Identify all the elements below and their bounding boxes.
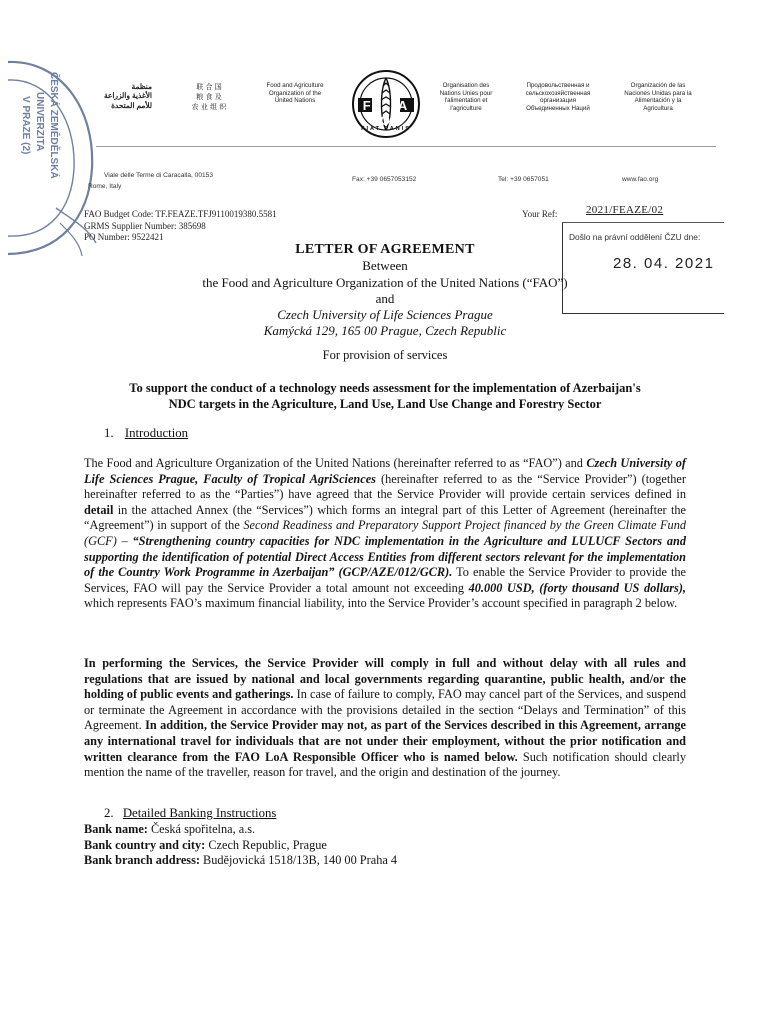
bank-country-value: Czech Republic, Prague: [205, 837, 327, 852]
spanish-line: Alimentación y la: [634, 97, 682, 105]
text-run: in the attached Annex (the “Services”) which forms an integral part of this Letter of Agreement (hereinafter the “Agreement”) in support of the: [84, 502, 686, 533]
budget-code: FAO Budget Code: TF.FEAZE.TFJ9110019380.5581: [84, 209, 277, 219]
arabic-line: للأمم المتحدة: [111, 100, 152, 110]
russian-line: организация: [540, 97, 576, 105]
french-line: Organisation des: [442, 82, 490, 89]
french-line: l'agriculture: [450, 104, 482, 112]
header-arabic: [100, 82, 152, 110]
french-line: Nations Unies pour: [439, 89, 493, 97]
header-russian: [510, 82, 606, 112]
english-line: Food and Agriculture: [266, 82, 324, 89]
russian-line: Объединенных Наций: [526, 104, 590, 112]
contract-amount: 40.000 USD, (forty thousand US dollars),: [468, 580, 686, 595]
arabic-line: منظمة: [131, 82, 152, 91]
stamp-line-3: V PRAZE (2): [20, 96, 31, 155]
intro-paragraph: [84, 456, 686, 612]
grms-supplier-number: GRMS Supplier Number: 385698: [84, 220, 206, 231]
bank-branch-label: Bank branch address:: [84, 853, 200, 868]
title-block: [40, 242, 730, 339]
logo-motto: FIAT PANIS: [361, 126, 411, 132]
subject-line-1: To support the conduct of a technology needs assessment for the implementation of Azerbaijan's: [129, 381, 641, 395]
text-run: (hereinafter referred to as the “Service Provider”) (together hereinafter referred to as the “Parties”) have agreed that the Service Provider will provide certain services defined in: [84, 471, 686, 502]
chinese-line: 粮 食 及: [196, 93, 222, 101]
stamp-line-1: ČESKÁ ZEMĚDĚLSKÁ: [48, 72, 59, 179]
detail-emphasis: detail: [84, 502, 114, 517]
provider-name: Czech University of Life Sciences Prague, Faculty of Tropical AgriSciences: [84, 456, 686, 486]
arabic-line: الأغذية والزراعة: [103, 91, 152, 101]
po-number: PO Number: 9522421: [84, 232, 164, 242]
compliance-emphasis: In performing the Services, the Service Provider will comply in full and without delay with all rules and regulations that are issued by national and local governments regarding quarantine, public health, and/or the holding of public events and gatherings.: [84, 656, 686, 702]
fao-address: [88, 170, 288, 192]
section-number: 2.: [104, 806, 114, 820]
stamp-line-2: UNIVERZITA: [34, 92, 45, 152]
header-spanish: [612, 82, 704, 112]
project-title: “Strengthening country capacities for NDC implementation in the Agriculture and LULUCF Sectors and supporting the identification of potential Direct Access Entities from different sectors relevant for the implementation of the Country Work Programme in Azerbaijan” (GCP/AZE/012/GCR).: [84, 533, 686, 580]
section-title: Detailed Banking Instructions: [122, 806, 277, 820]
banking-details: [84, 822, 686, 869]
tel-number: Tel: +39 0657051: [498, 176, 549, 183]
header-chinese: [182, 82, 236, 112]
bank-branch-value: Budějovická 1518/13B, 140 00 Praha 4: [199, 853, 398, 868]
spanish-line: Agricultura: [643, 104, 673, 112]
russian-line: сельскохозяйственная: [525, 89, 591, 97]
section-number: 1.: [104, 426, 114, 440]
stamp-text: [2, 72, 92, 182]
text-run: which represents FAO’s maximum financial liability, into the Service Provider’s account specified in paragraph 2 below.: [84, 596, 678, 611]
english-line: United Nations: [274, 97, 316, 105]
your-ref-label: Your Ref:: [522, 209, 558, 219]
section-2-heading: [104, 806, 276, 821]
chinese-line: 农 业 组 织: [191, 103, 227, 111]
agreement-title: LETTER OF AGREEMENT: [295, 242, 475, 257]
purpose-line: For provision of services: [322, 348, 448, 362]
travel-emphasis: In addition, the Service Provider may not, as part of the Services described in this Agreement, arrange any international travel for individuals that are not under their employment, without the prior notification and written clearance from the FAO LoA Responsible Officer who is named below.: [84, 718, 686, 764]
party-university-address: Kamýcká 129, 165 00 Prague, Czech Republic: [263, 323, 507, 338]
text-run: Such notification should clearly mention the name of the traveller, reason for travel, and the origin and destination of the journey.: [84, 749, 686, 780]
party-fao: the Food and Agriculture Organization of the United Nations (“FAO”): [202, 275, 568, 290]
received-date: 28. 04. 2021: [613, 255, 715, 272]
address-line-1: Viale delle Terme di Caracalla, 00153: [104, 172, 213, 179]
header-divider: [96, 146, 716, 147]
header-english: [250, 82, 340, 105]
logo-letters: F A O: [362, 98, 420, 128]
between-label: Between: [362, 258, 408, 273]
fao-website[interactable]: www.fao.org: [622, 176, 659, 183]
compliance-paragraph: [84, 656, 686, 781]
bank-name-row: [84, 822, 686, 838]
bank-country-label: Bank country and city:: [84, 837, 206, 852]
english-line: Organization of the: [268, 89, 322, 97]
your-ref-value: 2021/FEAZE/02: [586, 204, 664, 216]
section-1-heading: [104, 426, 188, 441]
bank-country-row: [84, 838, 686, 854]
party-university: Czech University of Life Sciences Prague: [277, 307, 493, 322]
french-line: l'alimentation et: [444, 97, 488, 105]
reference-codes: [84, 209, 404, 244]
address-line-2: Rome, Italy: [88, 183, 122, 190]
project-name: Second Readiness and Preparatory Support Project financed by the Green Climate Fund (GCF) –: [84, 518, 687, 548]
bank-name-label: Bank name:: [84, 822, 148, 836]
fax-number: Fax: +39 0657053152: [352, 176, 417, 183]
russian-line: Продовольственная и: [526, 82, 590, 89]
header-french: [426, 82, 506, 112]
fao-logo: [350, 68, 422, 140]
fao-header: [100, 82, 710, 142]
bank-branch-row: [84, 853, 686, 869]
subject-heading: [40, 380, 730, 412]
and-label: and: [375, 291, 395, 306]
spanish-line: Naciones Unidas para la: [624, 89, 692, 97]
section-title: Introduction: [124, 426, 189, 440]
text-run: To enable the Service Provider to provide the Services, FAO will pay the Service Provider a total amount not exceeding: [84, 565, 687, 595]
bank-name-value: Česká spořitelna, a.s.: [147, 822, 256, 836]
received-label: Došlo na právní oddělení ČZU dne:: [569, 232, 701, 242]
spanish-line: Organización de las: [630, 82, 686, 89]
text-run: In case of failure to comply, FAO may cancel part of the Services, and suspend or terminate the Agreement in accordance with the provisions detailed in the section “Delays and Termination” of this Agreement.: [84, 687, 686, 733]
text-run: The Food and Agriculture Organization of the United Nations (hereinafter referred to as “FAO”) and: [84, 456, 587, 470]
subject-line-2: NDC targets in the Agriculture, Land Use, Land Use Change and Forestry Sector: [168, 397, 602, 411]
chinese-line: 联 合 国: [196, 83, 222, 91]
